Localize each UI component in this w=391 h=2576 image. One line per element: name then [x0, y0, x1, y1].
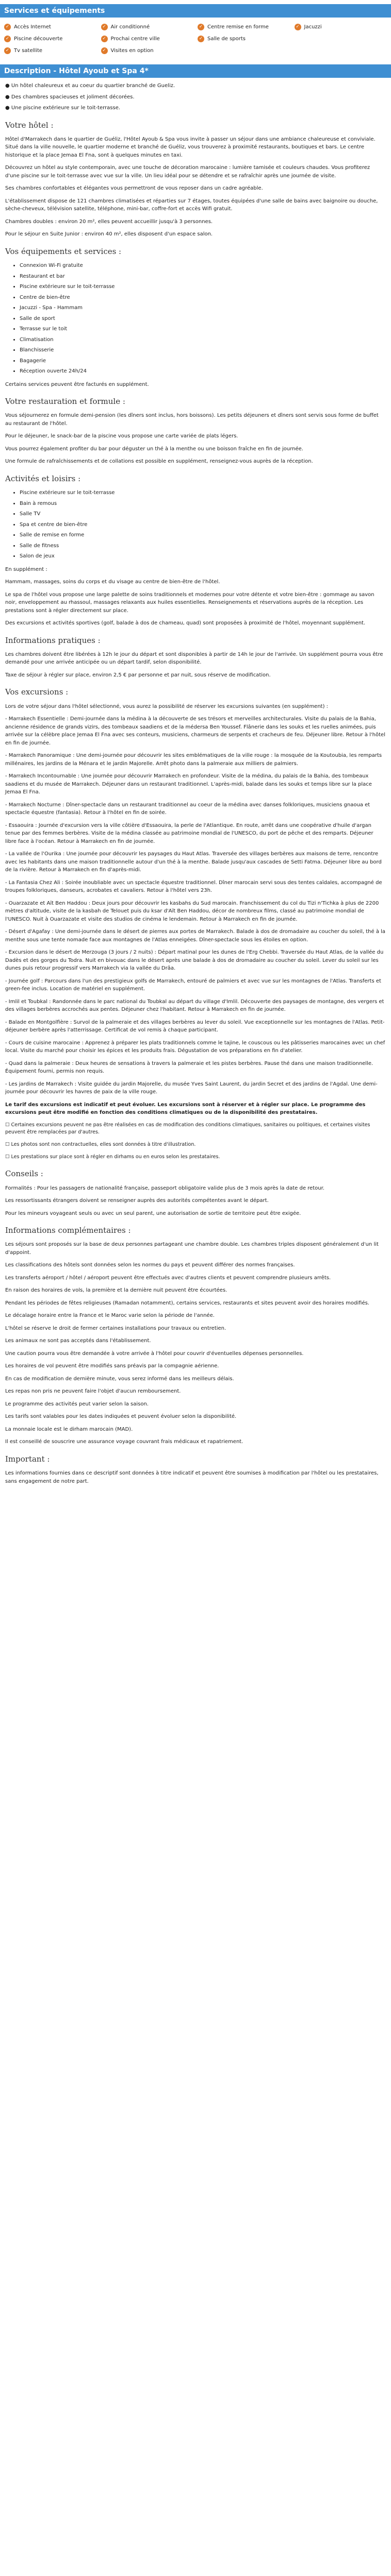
- activites-list: [5, 489, 386, 561]
- list-item: • Bagagerie: [20, 357, 386, 365]
- paragraph: Les repas non pris ne peuvent faire l'objet d'aucun remboursement.: [5, 1388, 181, 1395]
- service-item: ✓ Jacuzzi: [295, 24, 387, 30]
- excursion-item: - Marrakech Incontournable : Une journée pour découvrir Marrakech en profondeur. Visite de la médina, du palais de la Bahia, des tombeaux saadiens et du musée de Marrakech. Déjeuner dans un restaurant traditionnel. L'après-midi, balade dans les souks et temps libre sur la place Jemaa El Fna.: [5, 773, 372, 795]
- service-item: ✓ Accès Internet: [4, 24, 97, 30]
- paragraph: Vous séjournerez en formule demi-pension (les dîners sont inclus, hors boissons). Les petits déjeuners et dîners sont servis sous forme de buffet au restaurant de l'hôtel.: [5, 413, 379, 427]
- list-item: • Climatisation: [20, 336, 386, 344]
- paragraph: Le décalage horaire entre la France et le Maroc varie selon la période de l'année.: [5, 1313, 215, 1319]
- services-header: Services et équipements: [0, 4, 391, 18]
- excursion-item: - Excursion dans le désert de Merzouga (3 jours / 2 nuits) : Départ matinal pour les dunes de l'Erg Chebbi. Traversée du Haut Atlas, de la vallée du Dadès et des gorges du Todra. Nuit en bivouac dans le désert après une balade à dos de dromadaire au coucher du soleil. Lever du soleil sur les dunes puis retour progressif vers Marrakech via la vallée du Drâa.: [5, 950, 384, 971]
- excursion-item: - Marrakech Nocturne : Dîner-spectacle dans un restaurant traditionnel au coeur de la médina avec danses folkloriques, musiciens gnaoua et spectacle équestre (fantasia). Retour à l'hôtel en fin de soirée.: [5, 802, 370, 816]
- list-item: • Restaurant et bar: [20, 273, 386, 281]
- paragraph: Les classifications des hôtels sont données selon les normes du pays et peuvent différer des normes françaises.: [5, 1262, 295, 1268]
- paragraph: Il est conseillé de souscrire une assurance voyage couvrant frais médicaux et rapatriement.: [5, 1439, 243, 1445]
- heading-restauration: Votre restauration et formule :: [5, 397, 125, 406]
- excursion-item: - La Fantasia Chez Ali : Soirée inoubliable avec un spectacle équestre traditionnel. Dîner marocain servi sous des tentes caïdales, accompagné de troupes folkloriques, danseurs, acrobates et cavaliers. Retour à l'hôtel vers 23h.: [5, 879, 382, 893]
- excursion-item: - Journée golf : Parcours dans l'un des prestigieux golfs de Marrakech, entouré de palmiers et avec vue sur les montagnes de l'Atlas. Transferts et green-fee inclus. Location de matériel en supplément.: [5, 978, 381, 992]
- excursion-item: - Balade en Montgolfière : Survol de la palmeraie et des villages berbères au lever du soleil. Vue exceptionnelle sur les montagnes de l'Atlas. Petit-déjeuner berbère après l'atterrissage. Certificat de vol remis à chaque participant.: [5, 1019, 385, 1033]
- check-icon: ✓: [295, 24, 301, 30]
- paragraph: Les horaires de vol peuvent être modifiés sans préavis par la compagnie aérienne.: [5, 1363, 219, 1369]
- excursion-item: - Désert d'Agafay : Une demi-journée dans le désert de pierres aux portes de Marrakech. Balade à dos de dromadaire au coucher du soleil, thé à la menthe sous une tente nomade face aux montagnes de l'Atlas enneigées. Dîner-spectacle sous les étoiles en option.: [5, 929, 386, 943]
- list-item: • Jacuzzi - Spa - Hammam: [20, 304, 386, 312]
- heading-conseils: Conseils :: [5, 1169, 43, 1179]
- heading-complementaires: Informations complémentaires :: [5, 1226, 131, 1235]
- paragraph: Formalités : Pour les passagers de nationalité française, passeport obligatoire valide plus de 3 mois après la date de retour.: [5, 1185, 324, 1191]
- excursion-item: - La vallée de l'Ourika : Une journée pour découvrir les paysages du Haut Atlas. Traversée des villages berbères aux maisons de terre, rencontre avec les habitants dans une maison traditionnelle autour d'un thé à la menthe. Balade jusqu'aux cascades de Setti Fatma. Déjeuner libre au bord de la rivière. Retour à Marrakech en fin d'après-midi.: [5, 851, 382, 873]
- excursion-item: - Quad dans la palmeraie : Deux heures de sensations à travers la palmeraie et les pistes berbères. Pause thé dans une maison traditionnelle. Équipement fourni, permis non requis.: [5, 1060, 373, 1074]
- paragraph: Une formule de rafraîchissements et de collations est possible en supplément, renseignez-vous auprès de la réception.: [5, 459, 313, 465]
- list-item: • Salle de sport: [20, 315, 386, 323]
- paragraph: Une caution pourra vous être demandée à votre arrivée à l'hôtel pour couvrir d'éventuelles dépenses personnelles.: [5, 1350, 304, 1357]
- list-item: • Connexion Wi-Fi gratuite: [20, 262, 386, 270]
- service-item: ✓ Piscine découverte: [4, 36, 97, 42]
- paragraph: En raison des horaires de vols, la première et la dernière nuit peuvent être écourtées.: [5, 1287, 227, 1294]
- paragraph: Taxe de séjour à régler sur place, environ 2,5 € par personne et par nuit, sous réserve de modification.: [5, 672, 271, 678]
- excursion-item: - Marrakech Essentielle : Demi-journée dans la médina à la découverte de ses trésors et merveilles architecturales. Visite du palais de la Bahia, ancienne résidence de grands vizirs, des tombeaux saadiens et de la médersa Ben Youssef. Flânerie dans les souks et les ruelles animées, puis arrivée sur la célèbre place Jemaa El Fna avec ses conteurs, musiciens, charmeurs de serpents et cracheurs de feu. Déjeuner libre. Retour à l'hôtel en fin de journée.: [5, 716, 385, 746]
- paragraph: Hammam, massages, soins du corps et du visage au centre de bien-être de l'hôtel.: [5, 579, 220, 585]
- services-grid: [0, 22, 391, 60]
- list-item: • Bain à remous: [20, 500, 386, 508]
- bullet-icon: ●: [5, 83, 11, 89]
- heading-equipements: Vos équipements et services :: [5, 246, 122, 256]
- page: [0, 4, 391, 1505]
- description-lead: [0, 82, 391, 112]
- service-item: ✓ Centre remise en forme: [198, 24, 290, 30]
- service-item: ✓ Air conditionné: [101, 24, 194, 30]
- paragraph: Chambres doubles : environ 20 m², elles peuvent accueillir jusqu'à 3 personnes.: [5, 218, 213, 225]
- check-icon: ✓: [101, 36, 108, 42]
- paragraph: Hôtel d'Marrakech dans le quartier de Guéliz, l'Hôtel Ayoub & Spa vous invite à passer un séjour dans une ambiance chaleureuse et conviviale. Situé dans la ville nouvelle, le quartier moderne et branché de Guéliz, vous trouverez à proximité restaurants, boutiques et bars. Le centre historique et la place Jemaa El Fna, sont à quelques minutes en taxi.: [5, 136, 376, 158]
- equipements-list: [5, 262, 386, 376]
- heading-excursions: Vos excursions :: [5, 687, 69, 697]
- list-item: • Centre de bien-être: [20, 294, 386, 302]
- list-item: • Salle TV: [20, 510, 386, 518]
- check-icon: ✓: [101, 24, 108, 30]
- bullet-icon: ●: [5, 105, 11, 111]
- heading-important: Important :: [5, 1454, 50, 1464]
- paragraph: L'hôtel se réserve le droit de fermer certaines installations pour travaux ou entretien.: [5, 1325, 226, 1331]
- excursion-item: - Les jardins de Marrakech : Visite guidée du jardin Majorelle, du musée Yves Saint Laurent, du jardin Secret et des jardins de l'Agdal. Une demi-journée pour découvrir les havres de paix de la ville rouge.: [5, 1081, 378, 1095]
- excursion-item: - Cours de cuisine marocaine : Apprenez à préparer les plats traditionnels comme le tajine, le couscous ou les pâtisseries marocaines avec un chef local. Visite du marché pour choisir les épices et les produits frais. Dégustation de vos préparations en fin d'atelier.: [5, 1040, 385, 1054]
- service-item: ✓ Visites en option: [101, 47, 194, 54]
- paragraph: Ses chambres confortables et élégantes vous permettront de vous reposer dans un cadre agréable.: [5, 185, 263, 192]
- excursion-item: - Ouarzazate et Aït Ben Haddou : Deux jours pour découvrir les kasbahs du Sud marocain. Franchissement du col du Tizi n'Tichka à plus de 2200 mètres d'altitude, visite de la kasbah de Telouet puis du ksar d'Aït Ben Haddou, décor de nombreux films, classé au patrimoine mondial de l'UNESCO. Nuit à Ouarzazate et visite des studios de cinéma le lendemain. Retour à Marrakech en fin de journée.: [5, 900, 379, 922]
- excursion-item: - Essaouira : Journée d'excursion vers la ville côtière d'Essaouira, la perle de l'Atlantique. En route, arrêt dans une coopérative d'huile d'argan tenue par des femmes berbères. Visite de la médina classée au patrimoine mondial de l'UNESCO, du port de pêche et des remparts. Déjeuner libre face à l'océan. Retour à Marrakech en fin de journée.: [5, 822, 373, 844]
- service-item-empty: [295, 36, 387, 42]
- paragraph: Vous pourrez également profiter du bar pour déguster un thé à la menthe ou une boisson fraîche en fin de journée.: [5, 446, 303, 452]
- paragraph: Les séjours sont proposés sur la base de deux personnes partageant une chambre double. Les chambres triples disposent généralement d'un lit d'appoint.: [5, 1242, 379, 1256]
- paragraph: Les chambres doivent être libérées à 12h le jour du départ et sont disponibles à partir de 14h le jour de l'arrivée. Un supplément pourra vous être demandé pour une arrivée anticipée ou un départ tardif, selon disponibilité.: [5, 651, 383, 666]
- lead-line: ● Des chambres spacieuses et joliment décorées.: [5, 94, 135, 100]
- service-item: ✓ Prochai centre ville: [101, 36, 194, 42]
- excursions-important: Le tarif des excursions est indicatif et peut évoluer. Les excursions sont à réserver et à régler sur place. Le programme des excursions peut être modifié en fonction des conditions climatiques ou de la disponibilité des prestataires.: [5, 1101, 366, 1115]
- check-icon: ✓: [101, 47, 108, 54]
- paragraph: Les informations fournies dans ce descriptif sont données à titre indicatif et peuvent être soumises à modification par l'hôtel ou les prestataires, sans engagement de notre part.: [5, 1470, 379, 1484]
- list-item: • Piscine extérieure sur le toit-terrasse: [20, 489, 386, 497]
- paragraph: Les ressortissants étrangers doivent se renseigner auprès des autorités compétentes avant le départ.: [5, 1198, 269, 1204]
- check-icon: ✓: [198, 36, 204, 42]
- paragraph: Pour le déjeuner, le snack-bar de la piscine vous propose une carte variée de plats légers.: [5, 433, 238, 439]
- paragraph: Pour les mineurs voyageant seuls ou avec un seul parent, une autorisation de sortie de territoire peut être exigée.: [5, 1210, 301, 1216]
- paragraph: Pendant les périodes de fêtes religieuses (Ramadan notamment), certains services, restaurants et sites peuvent avoir des horaires modifiés.: [5, 1300, 369, 1306]
- service-item: ✓ Tv satellite: [4, 47, 97, 54]
- paragraph: Lors de votre séjour dans l'hôtel sélectionné, vous aurez la possibilité de réserver les excursions suivantes (en supplément) :: [5, 703, 329, 709]
- check-icon: ✓: [4, 47, 11, 54]
- excursion-item: - Imlil et Toubkal : Randonnée dans le parc national du Toubkal au départ du village d'Imlil. Découverte des paysages de montagne, des vergers et des villages berbères accrochés aux pentes. Déjeuner chez l'habitant. Retour à Marrakech en fin de journée.: [5, 998, 384, 1012]
- check-icon: ✓: [198, 24, 204, 30]
- paragraph: Les tarifs sont valables pour les dates indiquées et peuvent évoluer selon la disponibilité.: [5, 1414, 237, 1420]
- list-item: • Piscine extérieure sur le toit-terrasse: [20, 283, 386, 291]
- paragraph: L'établissement dispose de 121 chambres climatisées et réparties sur 7 étages, toutes équipées d'une salle de bains avec baignoire ou douche, sèche-cheveux, télévision satellite, téléphone, mini-bar, coffre-fort et accès Wifi gratuit.: [5, 198, 378, 212]
- list-item: • Terrasse sur le toit: [20, 325, 386, 333]
- list-item: • Salon de jeux: [20, 552, 386, 561]
- list-item: • Salle de fitness: [20, 542, 386, 550]
- check-icon: ✓: [4, 24, 11, 30]
- content: [0, 120, 391, 1486]
- paragraph: Les animaux ne sont pas acceptés dans l'établissement.: [5, 1338, 151, 1344]
- paragraph: Le spa de l'hôtel vous propose une large palette de soins traditionnels et modernes pour votre détente et votre bien-être : gommage au savon noir, enveloppement au rhassoul, massages relaxants aux huiles essentielles. Renseignements et réservations auprès de la réception. Les prestations sont à régler directement sur place.: [5, 591, 374, 614]
- bullet-icon: ●: [5, 94, 11, 100]
- paragraph: Découvrez un hôtel au style contemporain, avec une touche de décoration marocaine : lumière tamisée et couleurs chaudes. Vous profiterez d'une piscine sur le toit-terrasse avec vue sur la ville. Un lieu idéal pour se détendre et se rafraîchir après une journée de visite.: [5, 165, 370, 179]
- list-item: • Spa et centre de bien-être: [20, 521, 386, 529]
- paragraph: Pour le séjour en Suite Junior : environ 40 m², elles disposent d'un espace salon.: [5, 231, 213, 238]
- excursion-note: ☐ Certaines excursions peuvent ne pas être réalisées en cas de modification des conditions climatiques, sanitaires ou politiques, et certaines visites peuvent être remplacées par d'autres.: [5, 1122, 370, 1136]
- check-icon: ✓: [4, 36, 11, 42]
- lead-line: ● Une piscine extérieure sur le toit-terrasse.: [5, 105, 121, 111]
- paragraph: En cas de modification de dernière minute, vous serez informé dans les meilleurs délais.: [5, 1376, 234, 1382]
- paragraph: Les transferts aéroport / hôtel / aéroport peuvent être effectués avec d'autres clients et peuvent comprendre plusieurs arrêts.: [5, 1275, 331, 1281]
- heading-pratiques: Informations pratiques :: [5, 635, 101, 645]
- list-item: • Blanchisserie: [20, 346, 386, 354]
- excursion-note: ☐ Les photos sont non contractuelles, elles sont données à titre d'illustration.: [5, 1141, 196, 1147]
- excursion-item: - Marrakech Panoramique : Une demi-journée pour découvrir les sites emblématiques de la ville rouge : la mosquée de la Koutoubia, les remparts millénaires, les jardins de la Ménara et le jardin Majorelle. Arrêt photo dans la palmeraie aux milliers de palmiers.: [5, 753, 382, 767]
- excursion-note: ☐ Les prestations sur place sont à régler en dirhams ou en euros selon les prestataires.: [5, 1154, 220, 1160]
- heading-votre-hotel: Votre hôtel :: [5, 120, 54, 130]
- paragraph: Le programme des activités peut varier selon la saison.: [5, 1401, 149, 1407]
- paragraph: Des excursions et activités sportives (golf, balade à dos de chameau, quad) sont proposées à proximité de l'hôtel, moyennant supplément.: [5, 620, 366, 626]
- paragraph: Certains services peuvent être facturés en supplément.: [5, 381, 149, 387]
- heading-activites: Activités et loisirs :: [5, 473, 81, 483]
- description-header: Description - Hôtel Ayoub et Spa 4*: [0, 64, 391, 78]
- list-item: • Réception ouverte 24h/24: [20, 367, 386, 376]
- lead-line: ● Un hôtel chaleureux et au coeur du quartier branché de Gueliz.: [5, 83, 175, 89]
- list-item: • Salle de remise en forme: [20, 531, 386, 539]
- paragraph: La monnaie locale est le dirham marocain (MAD).: [5, 1426, 133, 1432]
- paragraph: En supplément :: [5, 566, 47, 572]
- service-item: ✓ Salle de sports: [198, 36, 290, 42]
